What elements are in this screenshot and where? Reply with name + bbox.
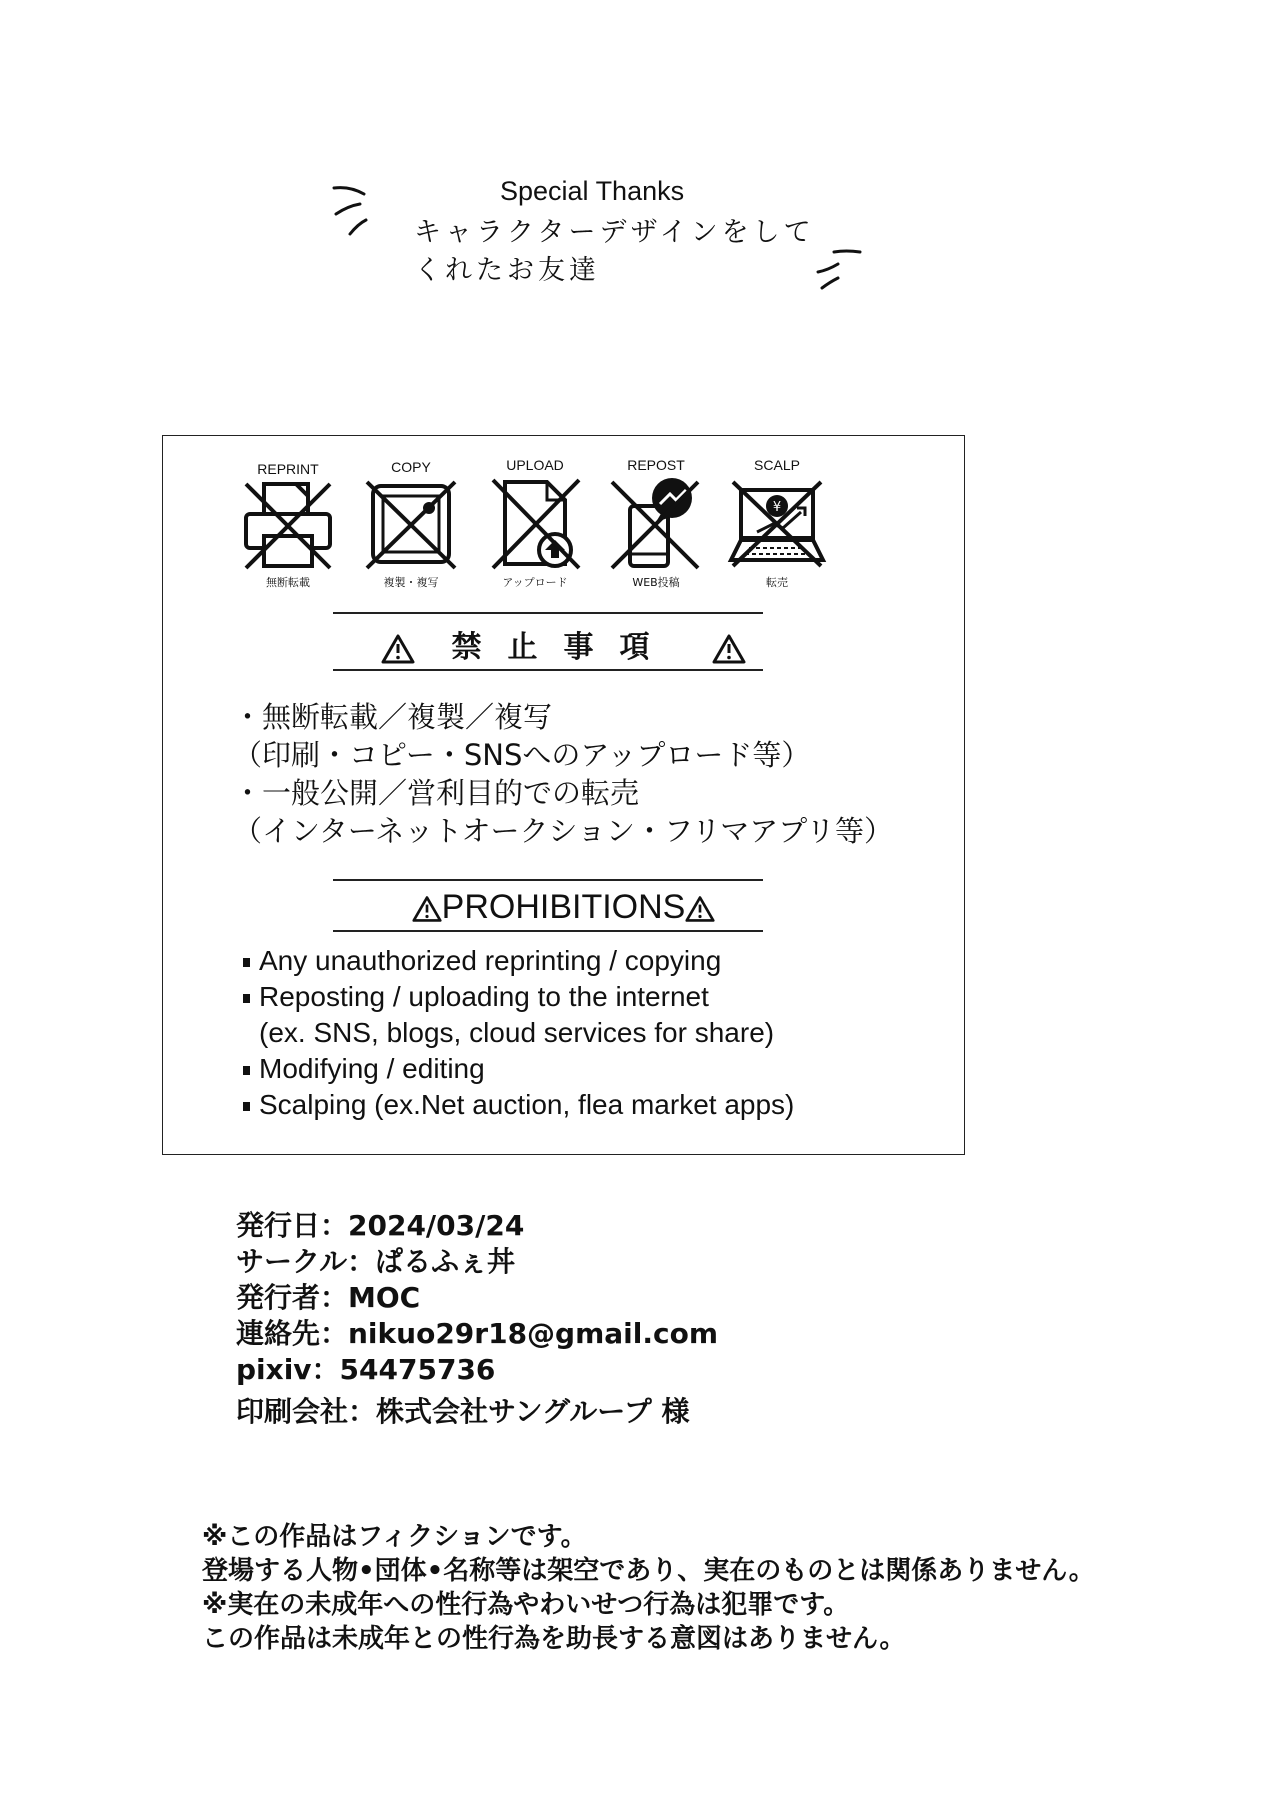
bullet-icon [243, 958, 250, 967]
en-item-2-detail: (ex. SNS, blogs, cloud services for share) [259, 1017, 775, 1048]
en-item-1 [243, 943, 794, 979]
bullet-icon [243, 1102, 250, 1111]
copy-icon [363, 478, 459, 572]
reprint-item [233, 458, 343, 590]
warning-icon [685, 895, 715, 923]
prohibited-heading-text: 禁止事項 [451, 630, 676, 665]
upload-item [480, 454, 590, 590]
special-thanks-line-2: くれたお友達 [414, 255, 600, 286]
repost-icon [606, 476, 706, 572]
scalp-jp-label: 転売 [766, 576, 788, 589]
divider-top [333, 612, 763, 614]
publish-date: 発行日：2024/03/24 [236, 1209, 525, 1242]
prohibitions-jp-list [233, 698, 893, 850]
bullet-icon [243, 1066, 250, 1075]
colophon [236, 1208, 718, 1430]
en-item-3 [243, 1051, 794, 1087]
special-thanks-title: Special Thanks [500, 176, 685, 206]
warning-icon [381, 634, 415, 664]
svg-text:¥: ¥ [772, 500, 782, 515]
reprint-label: REPRINT [257, 461, 319, 477]
repost-label: REPOST [627, 457, 685, 473]
scalp-label: SCALP [754, 457, 800, 473]
jp-item-4: （インターネットオークション・フリマアプリ等） [233, 814, 894, 848]
en-item-1-text: Any unauthorized reprinting / copying [259, 945, 722, 976]
en-item-2 [243, 979, 794, 1015]
jp-item-3: ・一般公開／営利目的での転売 [233, 776, 640, 810]
special-thanks-line-1: キャラクターデザインをして [414, 217, 815, 248]
circle-name: サークル：ぱるふぇ丼 [236, 1245, 516, 1278]
printer-icon [240, 480, 336, 572]
disclaimer-line-4: この作品は未成年との性行為を助長する意図はありません。 [202, 1624, 906, 1654]
repost-item [601, 454, 711, 590]
publisher: 発行者：MOC [236, 1281, 421, 1314]
contact-email: 連絡先：nikuo29r18@gmail.com [236, 1317, 719, 1350]
warning-icon [712, 634, 746, 664]
jp-item-2: （印刷・コピー・SNSへのアップロード等） [233, 738, 811, 772]
en-item-2-text: Reposting / uploading to the internet [259, 981, 709, 1012]
prohibited-heading-jp [163, 622, 964, 666]
prohibitions-notice [162, 435, 965, 1155]
divider-bottom [333, 669, 763, 671]
divider-bottom-en [333, 930, 763, 932]
scalp-icon [727, 476, 827, 572]
scalp-item [722, 454, 832, 590]
copy-jp-label: 複製・複写 [383, 576, 439, 589]
en-item-4 [243, 1087, 794, 1123]
disclaimer-line-3: ※実在の未成年への性行為やわいせつ行為は犯罪です。 [202, 1590, 850, 1620]
reprint-jp-label: 無断転載 [266, 576, 310, 589]
jp-item-1: ・無断転載／複製／複写 [233, 700, 553, 734]
fiction-disclaimer [202, 1520, 1095, 1656]
upload-icon [487, 476, 583, 572]
disclaimer-line-2: 登場する人物•団体•名称等は架空であり、実在のものとは関係ありません。 [202, 1556, 1095, 1586]
copy-item [356, 456, 466, 590]
repost-jp-label: WEB投稿 [632, 576, 680, 589]
en-item-4-text: Scalping (ex.Net auction, flea market apps) [259, 1089, 795, 1120]
upload-label: UPLOAD [506, 457, 564, 473]
disclaimer-line-1: ※この作品はフィクションです。 [202, 1522, 587, 1552]
pixiv-id: pixiv：54475736 [236, 1353, 496, 1386]
upload-jp-label: アップロード [502, 576, 568, 589]
printing-company: 印刷会社：株式会社サングループ 様 [236, 1395, 690, 1428]
emphasis-lines-right-icon [812, 244, 872, 294]
prohibitions-heading-en [163, 888, 964, 927]
divider-top-en [333, 879, 763, 881]
prohibitions-en-list [243, 943, 794, 1123]
copy-label: COPY [391, 459, 431, 475]
warning-icon [412, 895, 442, 923]
en-item-3-text: Modifying / editing [259, 1053, 485, 1084]
emphasis-lines-left-icon [330, 180, 390, 240]
prohibitions-heading-text: PROHIBITIONS [441, 888, 686, 926]
bullet-icon [243, 994, 250, 1003]
